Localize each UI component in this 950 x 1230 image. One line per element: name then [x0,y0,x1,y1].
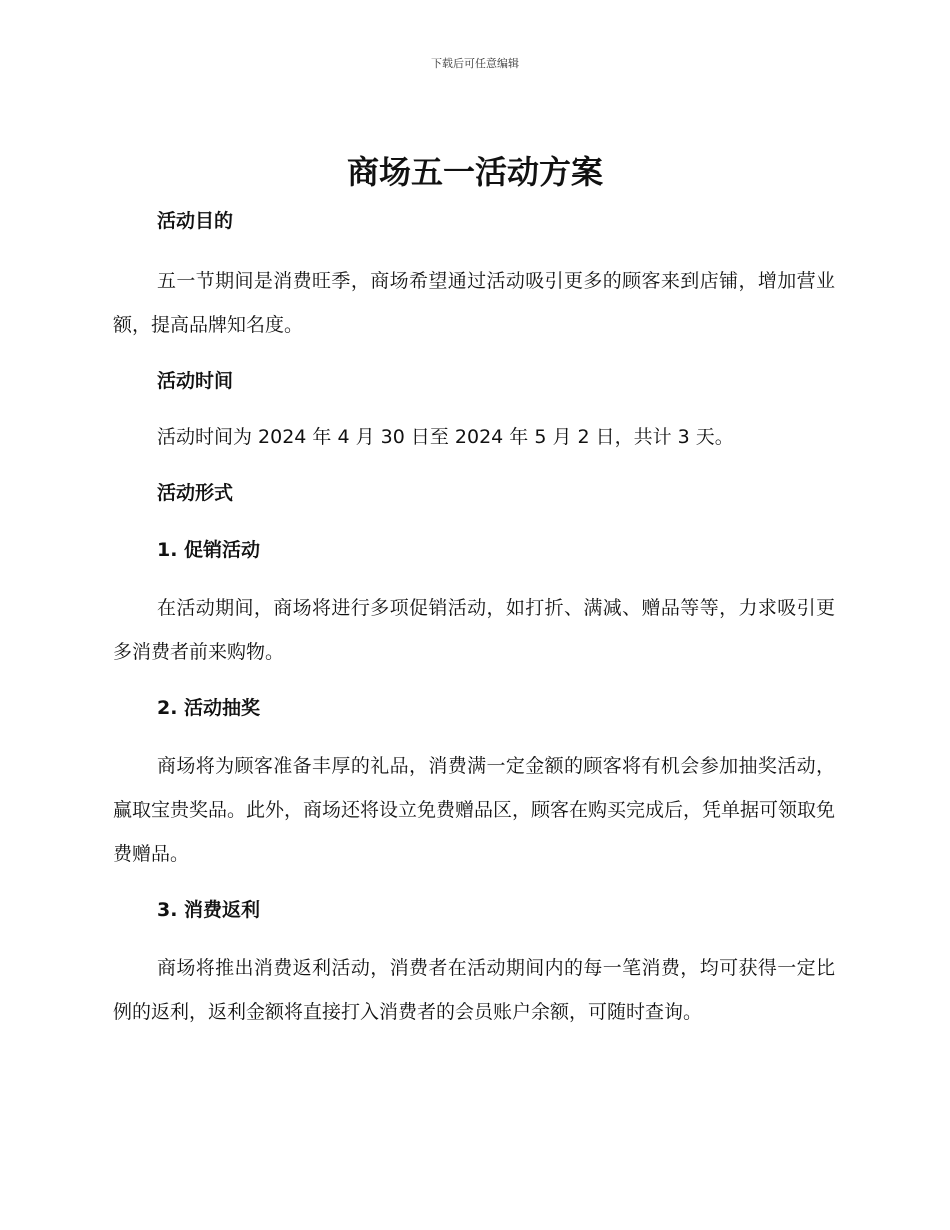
header-note: 下载后可任意编辑 [431,57,519,70]
paragraph-rebate: 商场将推出消费返利活动，消费者在活动期间内的每一笔消费，均可获得一定比例的返利，返利金额将直接打入消费者的会员账户余额，可随时查询。 [113,957,835,1023]
document-title: 商场五一活动方案 [346,153,603,191]
paragraph-purpose: 五一节期间是消费旺季，商场希望通过活动吸引更多的顾客来到店铺，增加营业额，提高品牌知名度。 [113,270,835,336]
section-heading-promotion: 1. 促销活动 [157,539,261,561]
section-heading-lottery: 2. 活动抽奖 [157,697,261,719]
section-heading-time: 活动时间 [157,370,234,392]
paragraph-time: 活动时间为 2024 年 4 月 30 日至 2024 年 5 月 2 日，共计 3 天。 [157,426,734,448]
paragraph-lottery: 商场将为顾客准备丰厚的礼品，消费满一定金额的顾客将有机会参加抽奖活动，赢取宝贵奖品。此外，商场还将设立免费赠品区，顾客在购买完成后，凭单据可领取免费赠品。 [113,755,836,865]
section-heading-purpose: 活动目的 [157,210,234,232]
section-heading-rebate: 3. 消费返利 [157,899,261,921]
section-heading-format: 活动形式 [157,482,234,504]
paragraph-promotion: 在活动期间，商场将进行多项促销活动，如打折、满减、赠品等等，力求吸引更多消费者前来购物。 [113,597,835,663]
document-body [113,203,835,1034]
